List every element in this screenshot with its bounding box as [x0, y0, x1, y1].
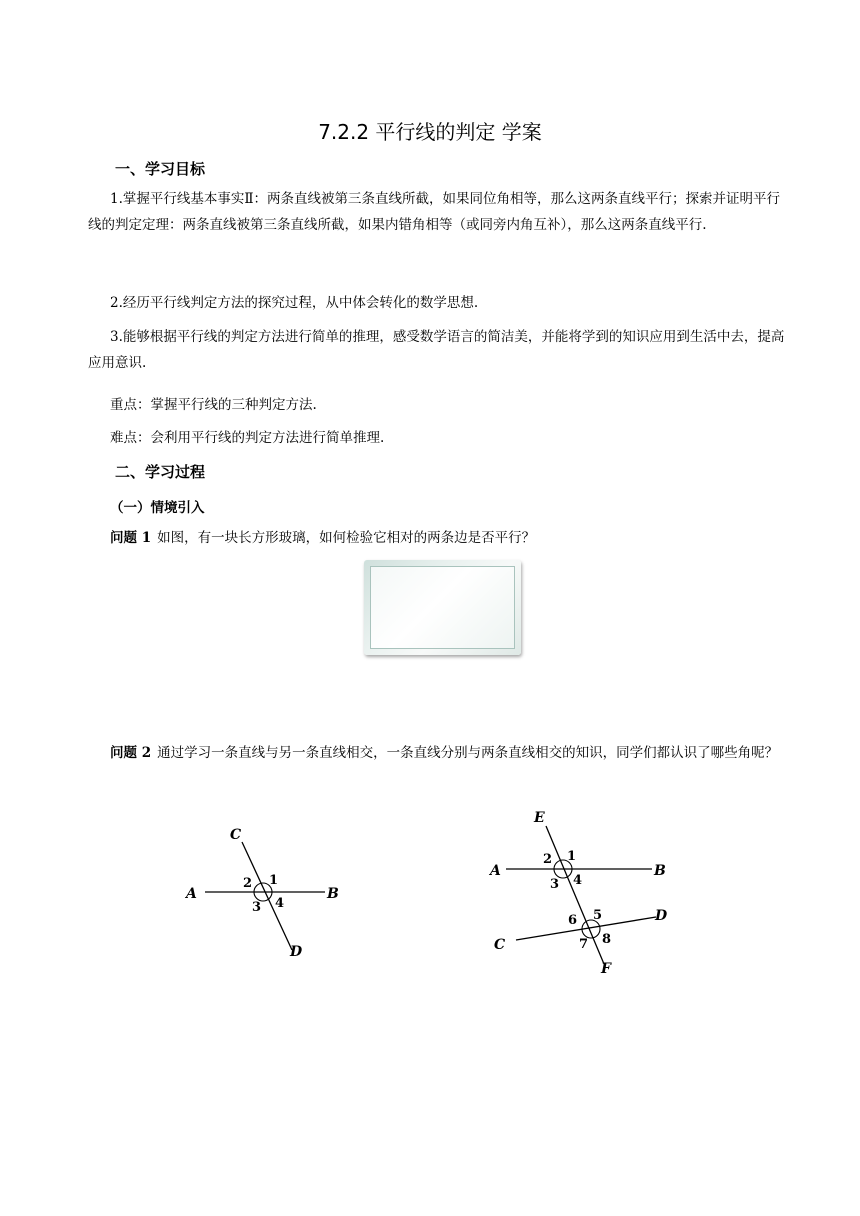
question-2-text: 通过学习一条直线与另一条直线相交，一条直线分别与两条直线相交的知识，同学们都认识了哪些角呢？: [157, 745, 779, 761]
goal-1: 1.掌握平行线基本事实Ⅱ：两条直线被第三条直线所截，如果同位角相等，那么这两条直线平行；探索并证明平行线的判定定理：两条直线被第三条直线所截，如果内错角相等（或同旁内角互补），那么这两条直线平行.: [88, 191, 781, 233]
angle-label-4: 4: [275, 896, 285, 911]
angle-label-2: 2: [543, 852, 553, 867]
glass-pane-image: [364, 560, 521, 655]
difficulty: 难点：会利用平行线的判定方法进行简单推理.: [110, 430, 385, 446]
key-point: 重点：掌握平行线的三种判定方法.: [110, 397, 317, 413]
line-ef: [546, 826, 604, 964]
goal-2: 2.经历平行线判定方法的探究过程，从中体会转化的数学思想.: [110, 295, 479, 311]
page-title: 7.2.2 平行线的判定 学案: [318, 120, 542, 144]
question-1: [110, 528, 535, 548]
point-label-d: D: [290, 944, 303, 960]
point-label-a: A: [186, 886, 197, 902]
point-label-e: E: [534, 810, 545, 826]
question-2-label: 问题 2: [110, 745, 152, 761]
angle-label-6: 6: [568, 913, 578, 928]
goal-3: 3.能够根据平行线的判定方法进行简单的推理，感受数学语言的简洁美，并能将学到的知识应用到生活中去，提高应用意识.: [88, 329, 785, 371]
figure-intersecting-lines: [180, 820, 340, 970]
section-heading-process: 二、学习过程: [115, 463, 206, 481]
angle-label-4: 4: [573, 873, 583, 888]
point-label-a: A: [490, 863, 501, 879]
glass-pane-surface: [370, 566, 515, 649]
angle-label-3: 3: [252, 900, 262, 915]
angle-label-7: 7: [579, 937, 589, 952]
point-label-c: C: [494, 937, 506, 953]
line-cd: [242, 842, 292, 950]
question-2: [88, 740, 788, 766]
angle-label-1: 1: [567, 849, 577, 864]
angle-label-1: 1: [269, 873, 279, 888]
point-label-f: F: [601, 961, 611, 977]
angle-label-5: 5: [593, 908, 603, 923]
question-1-label: 问题 1: [110, 530, 152, 546]
figure-transversal-lines: [484, 806, 694, 986]
point-label-b: B: [654, 863, 666, 879]
point-label-d: D: [655, 908, 668, 924]
angle-label-3: 3: [550, 877, 560, 892]
point-label-c: C: [230, 827, 242, 843]
point-label-b: B: [327, 886, 339, 902]
question-1-text: 如图，有一块长方形玻璃，如何检验它相对的两条边是否平行？: [157, 530, 536, 546]
angle-label-2: 2: [243, 876, 253, 891]
subsection-heading: （一）情境引入: [110, 500, 205, 516]
angle-label-8: 8: [602, 932, 612, 947]
section-heading-goals: 一、学习目标: [115, 160, 206, 178]
